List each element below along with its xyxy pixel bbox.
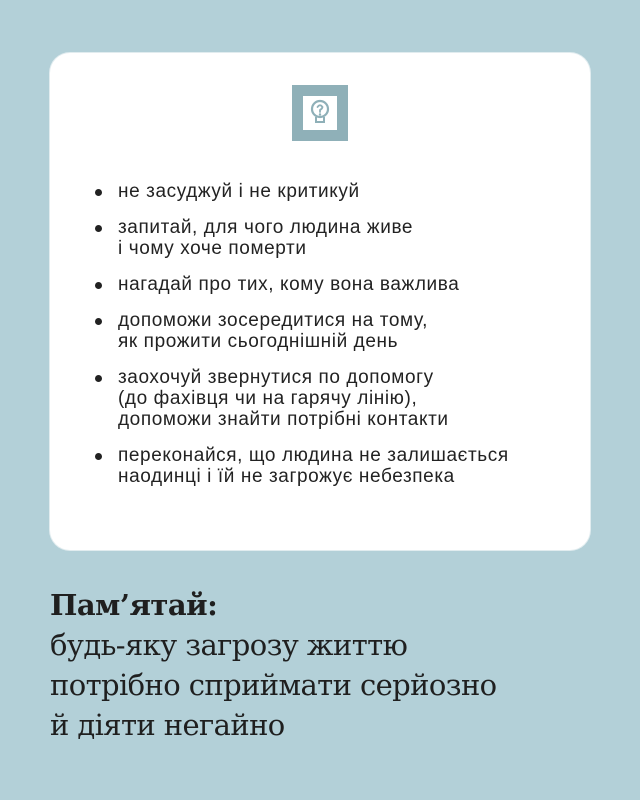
remember-block <box>50 585 610 745</box>
tip-item: нагадай про тих, кому вона важлива <box>92 274 572 295</box>
remember-line: будь-яку загрозу життю <box>50 628 408 662</box>
question-lightbulb-icon <box>288 81 352 145</box>
remember-heading: Пам’ятай: <box>50 588 218 622</box>
tip-item: допоможи зосередитися на тому, як прожити сьогоднішній день <box>92 310 572 352</box>
tip-item: переконайся, що людина не залишається наодинці і їй не загрожує небезпека <box>92 445 572 487</box>
remember-line: потрібно сприймати серйозно <box>50 668 497 702</box>
tip-item: не засуджуй і не критикуй <box>92 181 572 202</box>
remember-line: й діяти негайно <box>50 708 285 742</box>
tips-card <box>50 53 590 550</box>
tips-list <box>92 181 572 502</box>
tip-item: запитай, для чого людина живе і чому хоче померти <box>92 217 572 259</box>
tip-item: заохочуй звернутися по допомогу (до фахівця чи на гарячу лінію), допоможи знайти потрібні контакти <box>92 367 572 430</box>
